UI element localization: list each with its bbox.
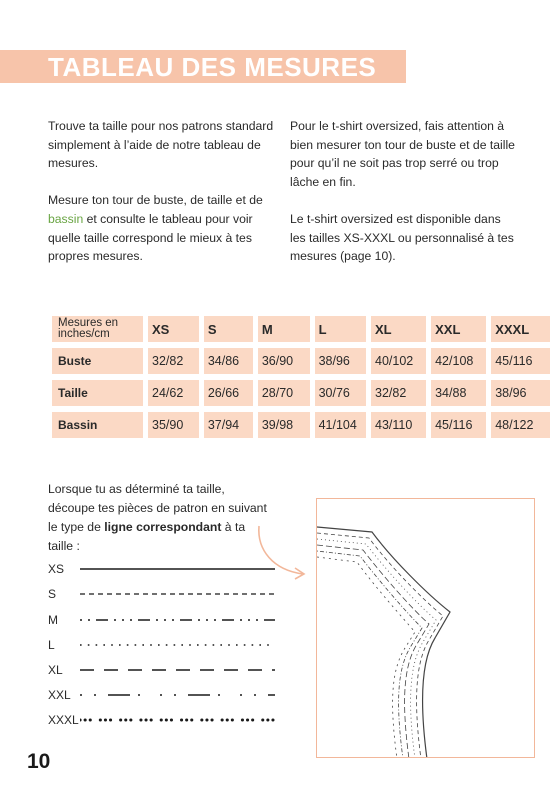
- size-header-xxxl: XXXL: [491, 316, 550, 342]
- pattern-lines-icon: [317, 499, 535, 758]
- size-header-xxl: XXL: [431, 316, 486, 342]
- intro-right-column: [290, 117, 518, 284]
- table-cell: 45/116: [491, 348, 550, 374]
- intro-left-text-a: Mesure ton tour de buste, de taille et de: [48, 193, 263, 208]
- table-cell: 39/98: [258, 412, 310, 438]
- size-table: [47, 310, 555, 444]
- table-cell: 45/116: [431, 412, 486, 438]
- table-header-label: Mesures en inches/cm: [52, 316, 143, 342]
- table-cell: 40/102: [371, 348, 426, 374]
- legend-label-xxl: XXL: [48, 688, 71, 702]
- table-cell: 24/62: [148, 380, 199, 406]
- table-cell: 42/108: [431, 348, 486, 374]
- table-cell: 41/104: [315, 412, 366, 438]
- size-header-xs: XS: [148, 316, 199, 342]
- table-cell: 32/82: [371, 380, 426, 406]
- line-style-xs: [80, 564, 275, 574]
- legend-label-xs: XS: [48, 562, 65, 576]
- row-label-bassin: Bassin: [52, 412, 143, 438]
- legend-label-l: L: [48, 638, 55, 652]
- table-cell: 34/86: [204, 348, 253, 374]
- page-number: 10: [27, 750, 51, 773]
- intro-left-column: [48, 117, 276, 284]
- table-cell: 30/76: [315, 380, 366, 406]
- page-title: TABLEAU DES MESURES: [48, 52, 377, 82]
- cutting-instructions: [48, 480, 268, 556]
- table-cell: 36/90: [258, 348, 310, 374]
- table-cell: 48/122: [491, 412, 550, 438]
- table-cell: 37/94: [204, 412, 253, 438]
- line-style-xxxl: [80, 715, 275, 725]
- arrow-icon: [255, 520, 315, 580]
- bassin-highlight: bassin: [48, 211, 84, 226]
- table-row-buste: [52, 348, 550, 374]
- line-style-l: [80, 640, 275, 650]
- cutting-text-bold: ligne correspondant: [104, 520, 222, 534]
- intro-left-text-b: et consulte le tableau pour voir quelle taille correspond le mieux à tes propres mesures.: [48, 211, 253, 264]
- intro-left-paragraph-2: [48, 191, 276, 265]
- table-row-bassin: [52, 412, 550, 438]
- intro-left-paragraph-1: Trouve ta taille pour nos patrons standard simplement à l’aide de notre tableau de mesures.: [48, 119, 274, 171]
- table-cell: 43/110: [371, 412, 426, 438]
- size-header-s: S: [204, 316, 253, 342]
- cutting-text-b: à ta taille :: [48, 520, 246, 553]
- legend-label-m: M: [48, 613, 58, 627]
- table-cell: 35/90: [148, 412, 199, 438]
- table-cell: 28/70: [258, 380, 310, 406]
- table-cell: 32/82: [148, 348, 199, 374]
- pattern-illustration: [316, 498, 535, 758]
- legend-label-xxxl: XXXL: [48, 713, 79, 727]
- size-header-m: M: [258, 316, 310, 342]
- line-style-s: [80, 589, 275, 599]
- legend-label-xl: XL: [48, 663, 63, 677]
- table-cell: 26/66: [204, 380, 253, 406]
- intro-right-paragraph-2: Le t-shirt oversized est disponible dans les tailles XS-XXXL ou personnalisé à tes mesures (page 10).: [290, 211, 514, 264]
- row-label-buste: Buste: [52, 348, 143, 374]
- table-cell: 38/96: [315, 348, 366, 374]
- size-header-xl: XL: [371, 316, 426, 342]
- intro-right-paragraph-1: Pour le t-shirt oversized, fais attention à bien mesurer ton tour de buste et de taille pour qu’il ne soit pas trop serré ou trop lâche en fin.: [290, 119, 515, 189]
- size-table-header-row: [52, 316, 550, 342]
- line-style-xl: [80, 665, 275, 675]
- row-label-taille: Taille: [52, 380, 143, 406]
- size-header-l: L: [315, 316, 366, 342]
- line-style-m: [80, 615, 275, 625]
- legend-label-s: S: [48, 587, 57, 601]
- line-style-xxl: [80, 690, 275, 700]
- table-row-taille: [52, 380, 550, 406]
- cutting-text-a: Lorsque tu as déterminé ta taille, découpe tes pièces de patron en suivant le type de: [48, 482, 267, 534]
- table-cell: 34/88: [431, 380, 486, 406]
- table-cell: 38/96: [491, 380, 550, 406]
